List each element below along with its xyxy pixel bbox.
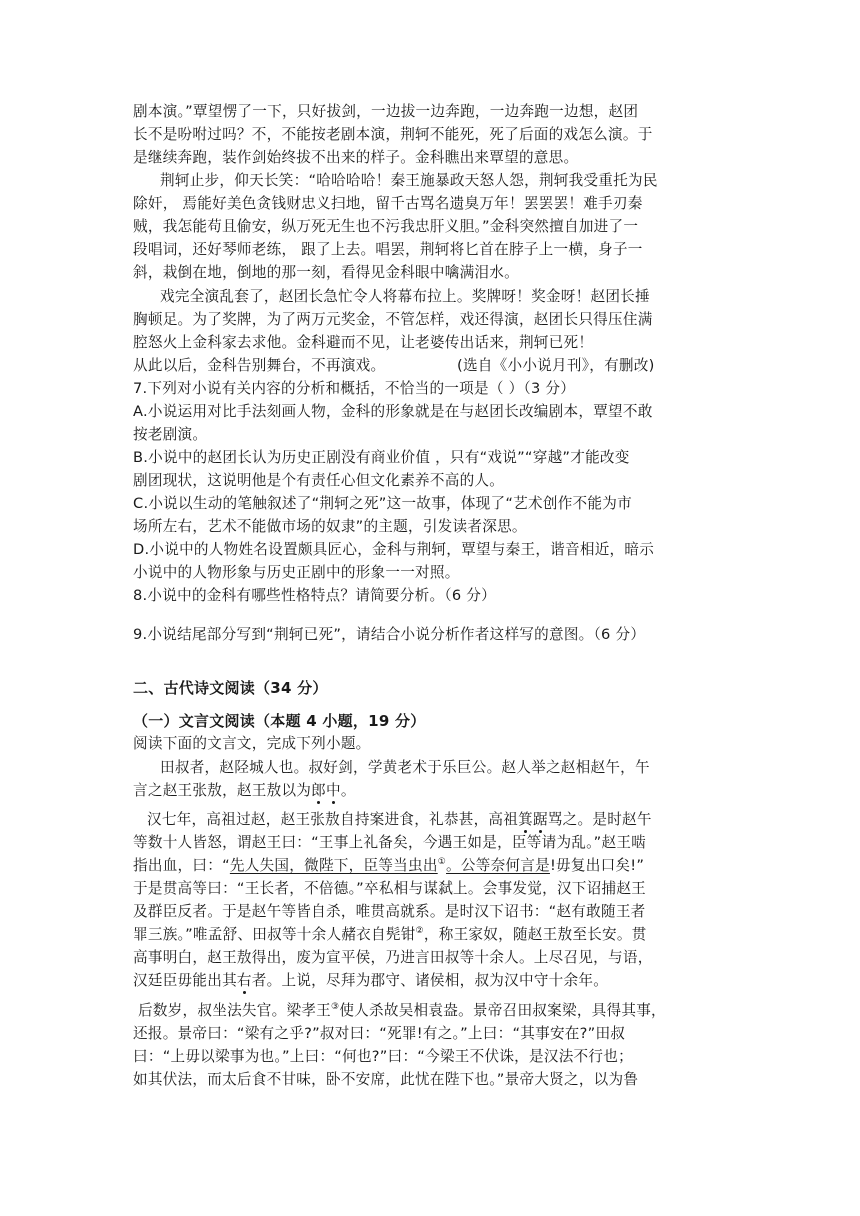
classical-text: 。 (340, 782, 356, 799)
story-line: 长不是吩咐过吗？不，不能按老剧本演，荆轲不能死，死了后面的戏怎么演。于 (133, 126, 653, 143)
classical-line: 高事明白，赵王敖得出，废为宣平侯，乃进言田叔等十余人。上尽召见，与语， (133, 949, 653, 966)
emphasis-char: 中 (326, 782, 341, 799)
classical-line: 如其伏法，而太后食不甘味，卧不安席，此忧在陛下也。”景帝大贤之，以为鲁 (133, 1071, 639, 1088)
classical-line: 田叔者，赵陉城人也。叔好剑，学黄老术于乐巨公。赵人举之赵相赵午，午 (160, 759, 650, 776)
emphasis-char: 右 (236, 972, 252, 989)
classical-text: 言之赵王张敖，赵王敖以为 (133, 782, 312, 799)
story-line: 段唱词，还好琴师老练， 跟了上去。唱罢，荆轲将匕首在脖子上一横，身子一 (133, 241, 643, 258)
classical-line (133, 924, 738, 946)
classical-line (133, 780, 738, 802)
classical-text: 使人杀故吴相袁盎。景帝召田叔案梁，具得其事， (339, 1002, 666, 1019)
story-source: (选自《小小说月刊》，有删改) (457, 357, 655, 374)
story-line: 贼，我怎能苟且偷安，纵万死无生也不污我忠肝义胆。”金科突然擅自加进了一 (133, 218, 639, 235)
story-line: 戏完全演乱套了，赵团长急忙令人将幕布拉上。奖牌呀！奖金呀！赵团长捶 (160, 288, 650, 305)
question-7-option-a: A.小说运用对比手法刻画人物，金科的形象就是在与赵团长改编剧本，覃望不敢 (133, 403, 653, 420)
classical-line (133, 970, 738, 992)
question-7-stem: 7.下列对小说有关内容的分析和概括，不恰当的一项是（ ）（3 分） (133, 380, 576, 397)
classical-line: 及群臣反者。于是赵午等皆自杀，唯贯高就系。是时汉下诏书：“赵有敢随王者 (133, 903, 646, 920)
classical-text: 汉七年，高祖过赵，赵王张敖自持案进食，礼恭甚，高祖 (147, 811, 519, 828)
story-line: 荆轲止步，仰天长笑：“哈哈哈哈！秦王施暴政天怒人怨，荆轲我受重托为民 (160, 172, 658, 189)
classical-text: ，称王家奴，随赵王敖至长安。贯 (423, 926, 647, 943)
story-ending-text: 从此以后，金科告别舞台，不再演戏。 (133, 357, 386, 374)
story-line: 胸顿足。为了奖牌，为了两万元奖金，不管怎样，戏还得演，赵团长只得压住满 (133, 311, 653, 328)
underlined-sentence: 。公等奈何言是 (446, 857, 550, 874)
classical-line (138, 1000, 738, 1022)
classical-line (133, 855, 738, 877)
story-line: 斜，栽倒在地，倒地的那一刻，看得见金科眼中噙满泪水。 (133, 264, 519, 281)
footnote-marker: ① (437, 857, 447, 868)
story-line: 除奸， 焉能好美色贪钱财忠义扫地，留千古骂名遗臭万年！罢罢罢！难手刃秦 (133, 195, 643, 212)
section-heading: 二、古代诗文阅读（34 分） (133, 679, 328, 697)
reading-instruction: 阅读下面的文言文，完成下列小题。 (133, 735, 371, 752)
question-7-option-c: 场所左右，艺术不能做市场的奴隶”的主题，引发读者深思。 (133, 518, 527, 535)
classical-line: 于是贯高等曰：“王长者，不倍德。”卒私相与谋弑上。会事发觉，汉下诏捕赵王 (133, 880, 647, 897)
classical-text: 汉廷臣毋能出其 (133, 972, 237, 989)
question-9: 9.小说结尾部分写到“荆轲已死”，请结合小说分析作者这样写的意图。（6 分） (133, 626, 646, 643)
question-7-option-b: 剧团现状，这说明他是个有责任心但文化素养不高的人。 (133, 472, 505, 489)
classical-text: 指出血，曰：“ (133, 857, 230, 874)
emphasis-char: 郎 (311, 782, 326, 799)
question-7-option-d: 小说中的人物形象与历史正剧中的形象一一对照。 (133, 564, 460, 581)
footnote-marker: ③ (330, 1002, 340, 1013)
question-7-option-a: 按老剧演。 (133, 426, 208, 443)
classical-line: 等数十人皆怒，谓赵王曰：“王事上礼备矣，今遇王如是，臣等请为乱。”赵王啮 (133, 834, 647, 851)
emphasis-char: 踞 (532, 811, 548, 828)
classical-text: 后数岁，叔坐法失官。梁孝王 (138, 1002, 331, 1019)
story-line: 是继续奔跑，装作剑始终拔不出来的样子。金科瞧出来覃望的意思。 (133, 149, 579, 166)
classical-text: 罪三族。”唯孟舒、田叔等十余人赭衣自髡钳 (133, 926, 416, 943)
classical-line: 还报。景帝曰：“梁有之乎?”叔对曰：“死罪!有之。”上曰：“其事安在?”田叔 (133, 1025, 626, 1042)
story-ending (133, 355, 738, 377)
emphasis-char: 箕 (518, 811, 533, 828)
classical-line: 曰：“上毋以梁事为也。”上曰：“何也?”曰：“今梁王不伏诛，是汉法不行也； (133, 1048, 633, 1065)
classical-text: 者。上说，尽拜为郡守、诸侯相，叔为汉中守十余年。 (251, 972, 609, 989)
classical-line (147, 809, 738, 831)
question-7-option-b: B.小说中的赵团长认为历史正剧没有商业价值 ，只有“戏说”“穿越”才能改变 (133, 449, 630, 466)
classical-text: !毋复出口矣!” (549, 857, 645, 874)
question-7-option-c: C.小说以生动的笔触叙述了“荆轲之死”这一故事，体现了“艺术创作不能为市 (133, 495, 632, 512)
story-line: 腔怒火上金科家去求他。金科避而不见，让老婆传出话来，荆轲已死！ (133, 334, 594, 351)
footnote-marker: ② (415, 926, 424, 937)
story-line: 剧本演。”覃望愣了一下，只好拔剑，一边拔一边奔跑，一边奔跑一边想，赵团 (133, 103, 639, 120)
classical-text: 骂之。是时赵午 (547, 811, 652, 828)
question-8: 8.小说中的金科有哪些性格特点？请简要分析。（6 分） (133, 587, 496, 604)
subsection-heading: （一）文言文阅读（本题 4 小题，19 分） (133, 712, 426, 730)
underlined-sentence: 先人失国，微陛下，臣等当虫出 (229, 857, 438, 874)
question-7-option-d: D.小说中的人物姓名设置颇具匠心，金科与荆轲，覃望与秦王，谐音相近，暗示 (133, 541, 655, 558)
